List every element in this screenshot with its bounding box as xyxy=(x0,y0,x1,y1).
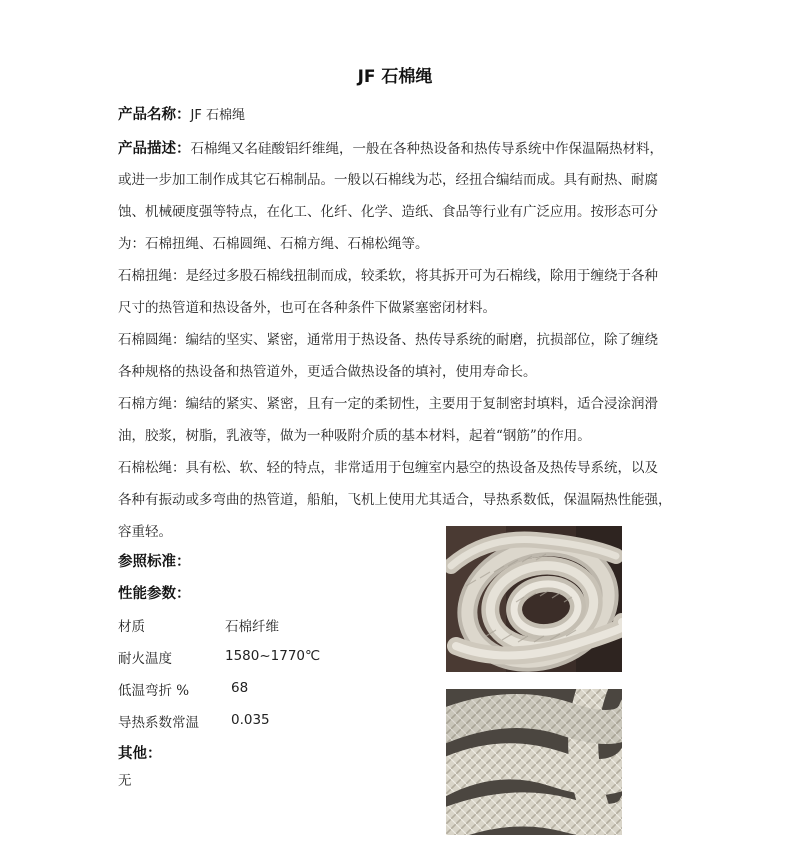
description-label: 产品描述： xyxy=(118,141,191,157)
twisted-rope-line-2: 尺寸的热管道和热设备外，也可在各种条件下做紧塞密闭材料。 xyxy=(118,300,496,316)
other-value: 无 xyxy=(118,773,132,789)
param-name: 导热系数常温 xyxy=(118,715,199,731)
param-value: 石棉纤维 xyxy=(225,619,279,635)
product-name-row xyxy=(118,103,245,124)
round-rope-line-2: 各种规格的热设备和热管道外，更适合做热设备的填衬，使用寿命长。 xyxy=(118,364,537,380)
performance-params-heading: 性能参数： xyxy=(118,586,191,602)
braided-rope-photo xyxy=(446,689,622,835)
rope-coil-photo xyxy=(446,526,622,672)
page-title: JF 石棉绳 xyxy=(357,67,433,87)
param-value: 1580~1770℃ xyxy=(225,648,321,664)
product-name-value: JF 石棉绳 xyxy=(190,108,245,123)
twisted-rope-line-1: 石棉扭绳：是经过多股石棉线扭制而成，较柔软，将其拆开可为石棉线，除用于缠绕于各种 xyxy=(118,268,658,284)
square-rope-line-2: 油，胶浆，树脂，乳液等，做为一种吸附介质的基本材料，起着“钢筋”的作用。 xyxy=(118,428,591,444)
param-name: 材质 xyxy=(118,619,145,635)
reference-standard-heading: 参照标准： xyxy=(118,554,191,570)
round-rope-line-1: 石棉圆绳：编结的坚实、紧密，通常用于热设备、热传导系统的耐磨，抗损部位，除了缠绕 xyxy=(118,332,658,348)
param-name: 低温弯折 % xyxy=(118,683,190,699)
loose-rope-line-3: 容重轻。 xyxy=(118,524,172,540)
other-heading: 其他： xyxy=(118,746,162,762)
loose-rope-line-1: 石棉松绳：具有松、软、轻的特点，非常适用于包缠室内悬空的热设备及热传导系统，以及 xyxy=(118,460,658,476)
param-value: 68 xyxy=(231,680,249,696)
description-line-4: 为：石棉扭绳、石棉圆绳、石棉方绳、石棉松绳等。 xyxy=(118,236,429,252)
square-rope-line-1: 石棉方绳：编结的紧实、紧密，且有一定的柔韧性，主要用于复制密封填料，适合浸涂润滑 xyxy=(118,396,658,412)
description-line-3: 蚀、机械硬度强等特点，在化工、化纤、化学、造纸、食品等行业有广泛应用。按形态可分 xyxy=(118,204,658,220)
description-line-1 xyxy=(118,137,663,158)
description-text-1: 石棉绳又名硅酸铝纤维绳，一般在各种热设备和热传导系统中作保温隔热材料， xyxy=(190,141,663,157)
product-name-label: 产品名称： xyxy=(118,107,191,123)
description-line-2: 或进一步加工制作成其它石棉制品。一般以石棉线为芯，经扭合编结而成。具有耐热、耐腐 xyxy=(118,172,658,188)
loose-rope-line-2: 各种有振动或多弯曲的热管道，船舶，飞机上使用尤其适合，导热系数低，保温隔热性能强， xyxy=(118,492,672,508)
param-name: 耐火温度 xyxy=(118,651,172,667)
param-value: 0.035 xyxy=(231,712,270,728)
